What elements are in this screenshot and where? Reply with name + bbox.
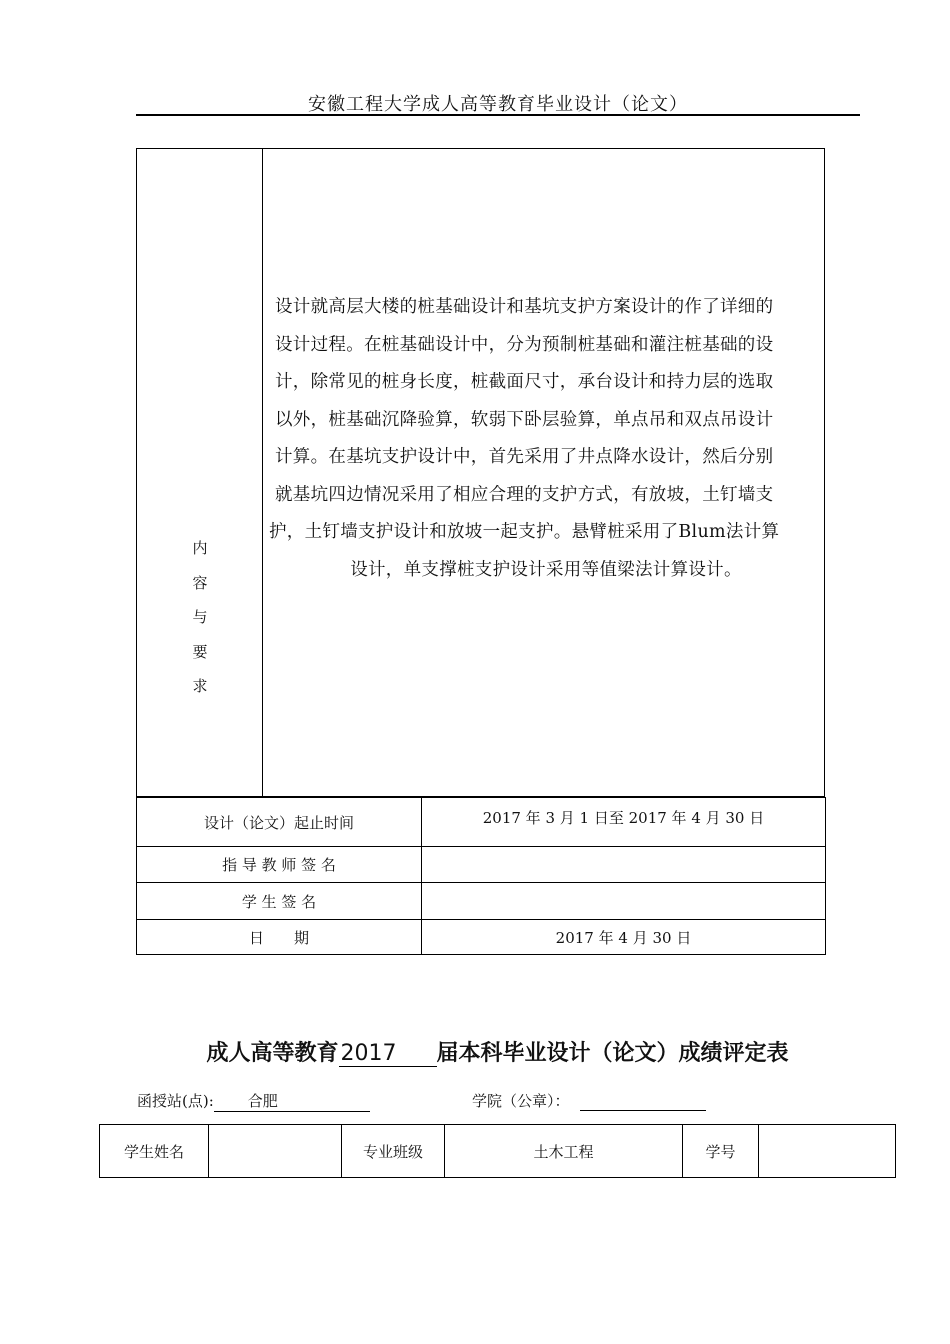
content-label-char: 内 (192, 539, 208, 557)
content-line: 计算。在基坑支护设计中，首先采用了井点降水设计，然后分别 (275, 447, 774, 467)
content-label-char: 与 (192, 608, 208, 626)
content-requirements-box (136, 148, 825, 797)
class-value: 土木工程 (445, 1125, 683, 1178)
college-label: 学院（公章）： (472, 1092, 570, 1110)
student-id-label: 学号 (683, 1125, 759, 1178)
student-signature-field[interactable] (422, 883, 826, 920)
college-line (472, 1090, 706, 1111)
station-label: 函授站(点): (137, 1092, 214, 1110)
grade-table (99, 1124, 896, 1178)
title-year: 2017 (339, 1041, 437, 1067)
content-text (269, 289, 817, 589)
content-line: 计，除常见的桩身长度，桩截面尺寸，承台设计和持力层的选取 (275, 372, 774, 392)
info-table (136, 797, 826, 955)
student-name-label: 学生姓名 (100, 1125, 209, 1178)
content-line: 以外，桩基础沉降验算，软弱下卧层验算，单点吊和双点吊设计 (275, 409, 774, 430)
content-line: 设计就高层大楼的桩基础设计和基坑支护方案设计的作了详细的 (275, 297, 774, 317)
station-line (137, 1090, 370, 1112)
content-label-char: 容 (192, 573, 208, 592)
advisor-signature-field[interactable] (422, 847, 826, 883)
title-prefix: 成人高等教育 (206, 1041, 339, 1066)
student-signature-label: 学 生 签 名 (137, 883, 422, 920)
content-label (137, 531, 263, 704)
college-value[interactable] (580, 1094, 706, 1111)
content-label-char: 要 (192, 642, 208, 661)
content-line: 就基坑四边情况采用了相应合理的支护方式，有放坡，土钉墙支 (275, 484, 774, 505)
class-label: 专业班级 (342, 1125, 445, 1178)
content-line: 设计，单支撑桩支护设计采用等值梁法计算设计。 (350, 559, 742, 580)
student-id-field[interactable] (759, 1125, 896, 1178)
student-name-field[interactable] (209, 1125, 342, 1178)
content-line: 设计过程。在桩基础设计中，分为预制桩基础和灌注桩基础的设 (275, 334, 774, 355)
period-value: 2017 年 3 月 1 日至 2017 年 4 月 30 日 (422, 798, 826, 847)
date-value: 2017 年 4 月 30 日 (422, 920, 826, 955)
period-label: 设计（论文）起止时间 (137, 798, 422, 847)
grade-form-title (0, 1036, 950, 1067)
station-value[interactable]: 合肥 (214, 1090, 370, 1112)
date-label: 日 期 (137, 920, 422, 955)
advisor-signature-label: 指 导 教 师 签 名 (137, 847, 422, 883)
title-suffix: 届本科毕业设计（论文）成绩评定表 (436, 1041, 789, 1066)
header-rule (136, 114, 860, 116)
content-label-column (137, 149, 263, 796)
content-line: 护，土钉墙支护设计和放坡一起支护。悬臂桩采用了Blum法计算 (269, 522, 780, 542)
content-label-char: 求 (192, 677, 208, 695)
header-title: 安徽工程大学成人高等教育毕业设计（论文） (308, 94, 688, 115)
